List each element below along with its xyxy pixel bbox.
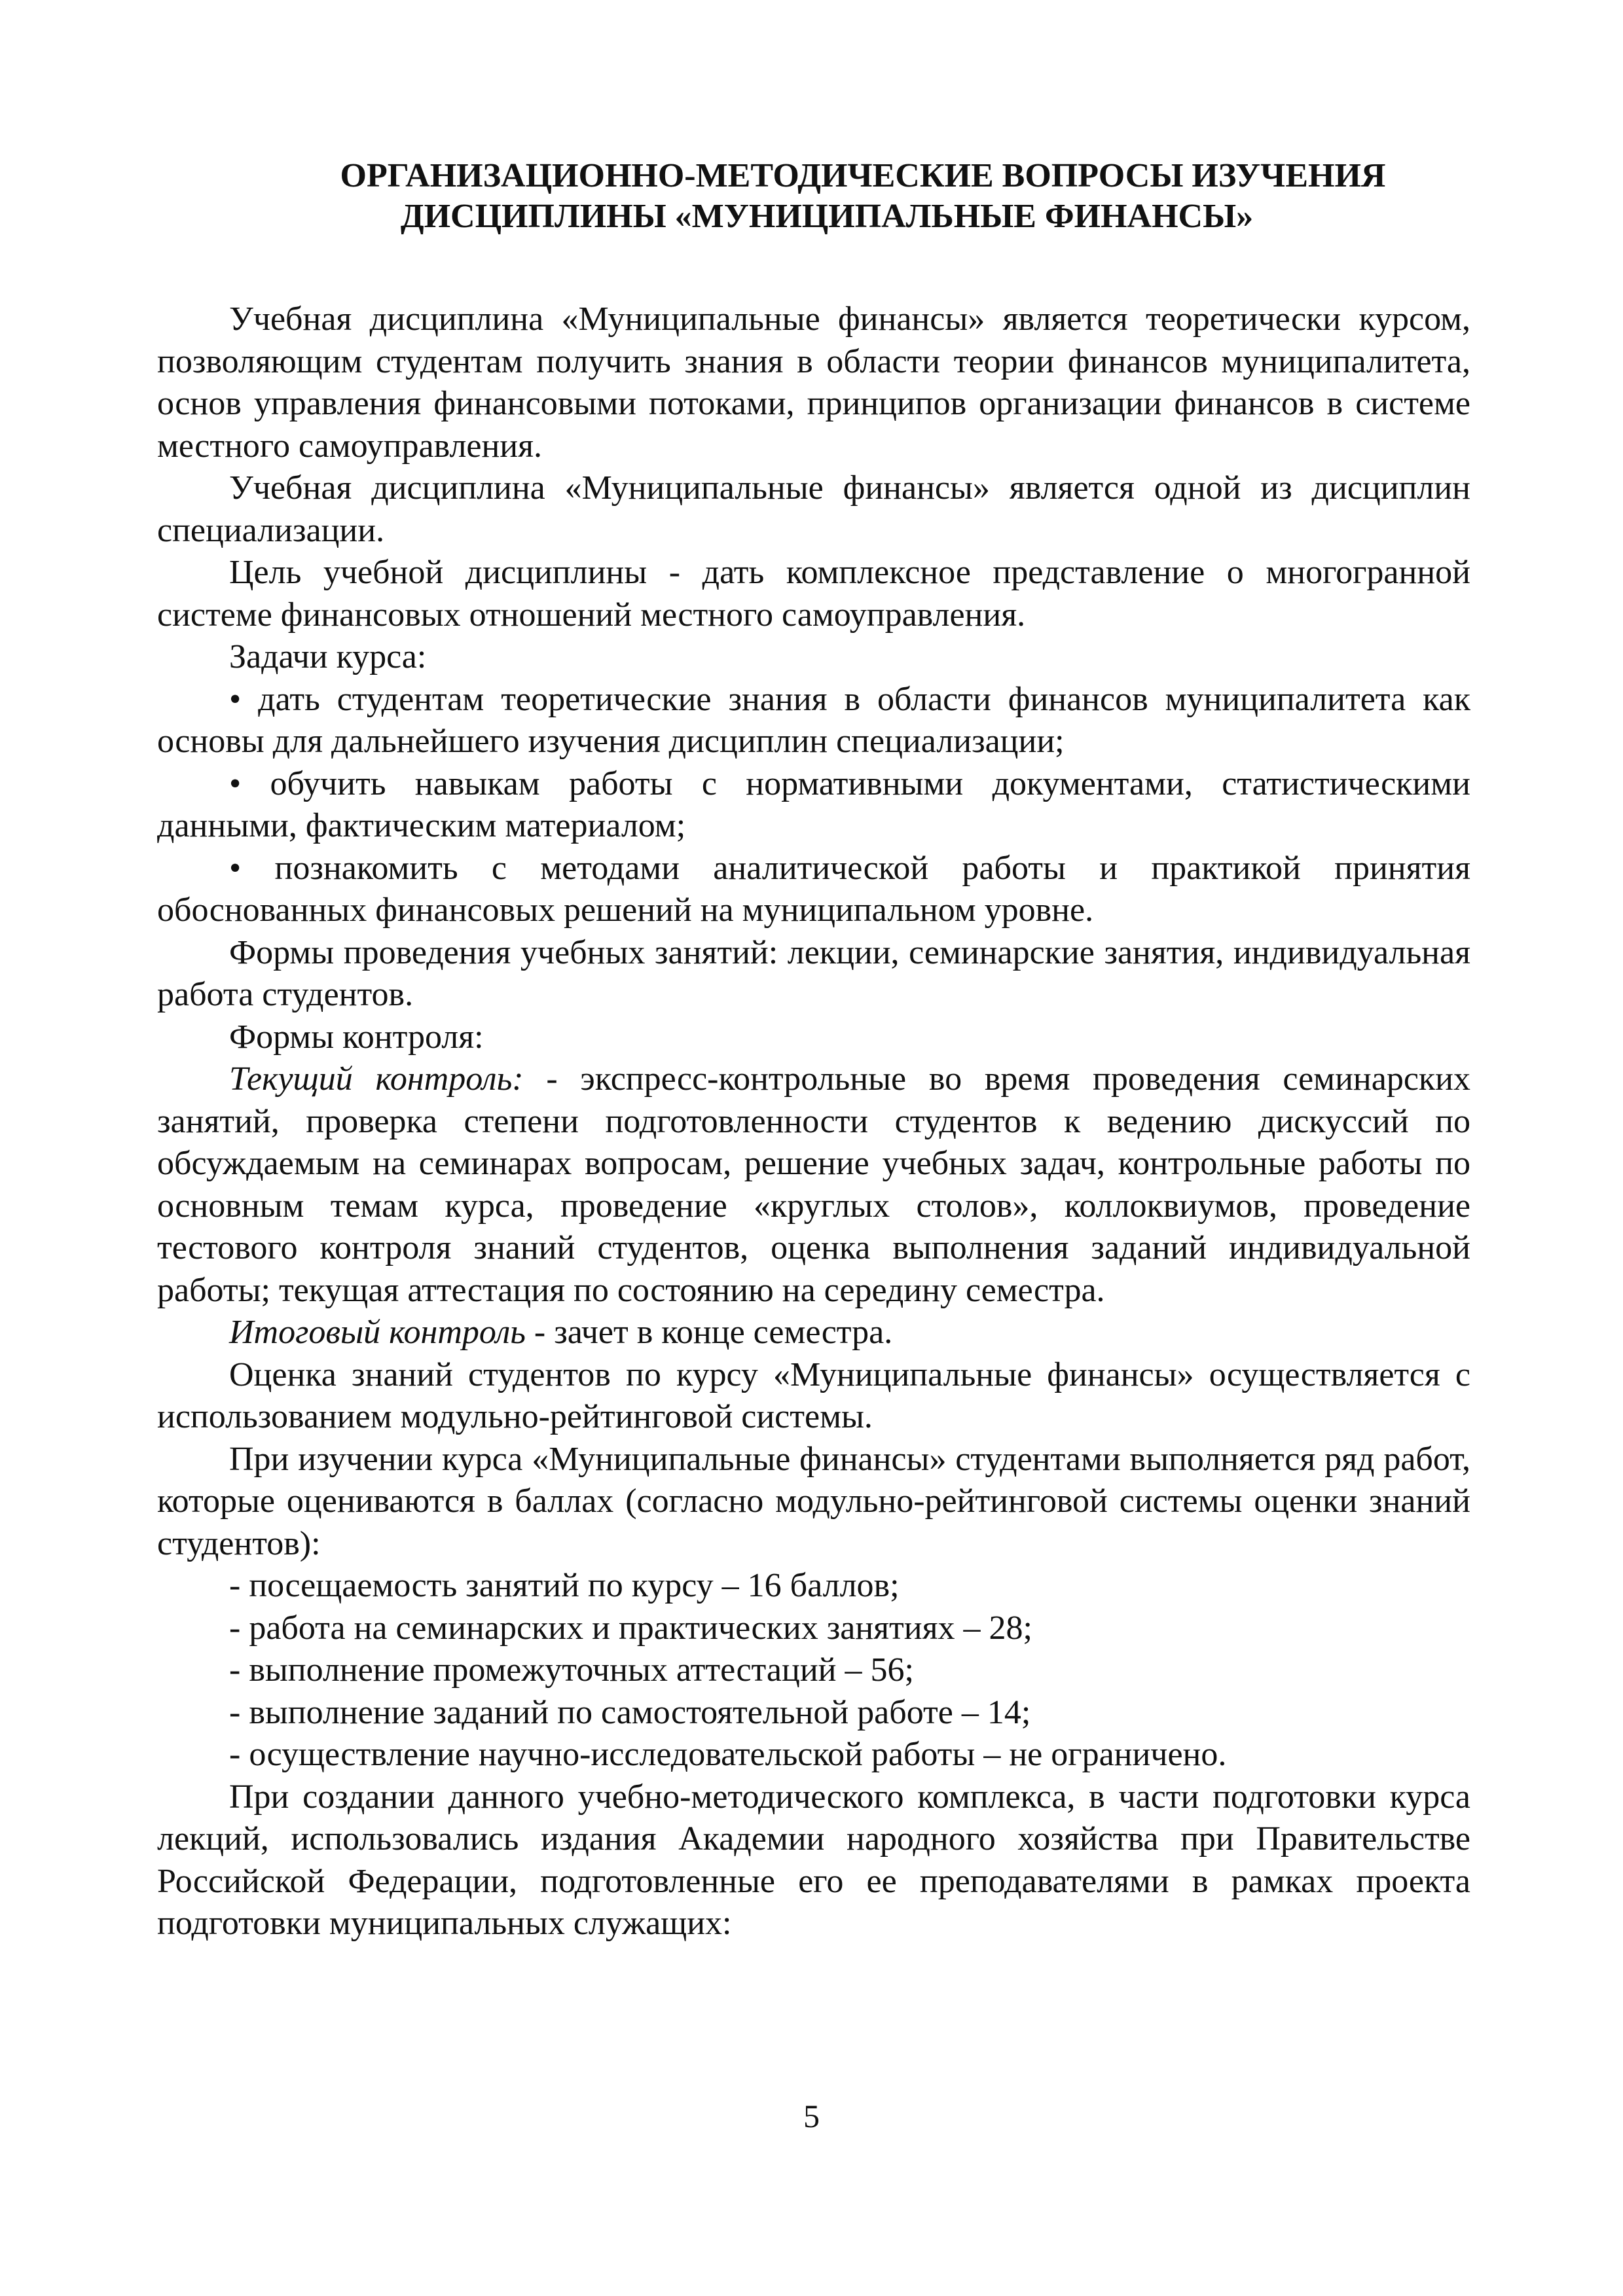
italic-label: Итоговый контроль: [229, 1314, 526, 1351]
bullet-item: • дать студентам теоретические знания в области финансов муниципалитета как основы для дальнейшего изучения дисциплин специализации;: [157, 680, 1470, 760]
body-text: [157, 298, 1470, 1945]
paragraph-current-control: [157, 1058, 1470, 1312]
paragraph: При создании данного учебно-методического комплекса, в части подготовки курса лекций, использовались издания Академии народного хозяйства при Правительстве Российской Федерации, подготовленные его ее преподавателями в рамках проекта подготовки муниципальных служащих:: [157, 1778, 1470, 1942]
dash-list-item: - выполнение промежуточных аттестаций – 56;: [229, 1651, 914, 1689]
title-line-2: ДИСЦИПЛИНЫ «МУНИЦИПАЛЬНЫЕ ФИНАНСЫ»: [400, 198, 1254, 235]
dash-list-item: - работа на семинарских и практических занятиях – 28;: [229, 1609, 1032, 1647]
paragraph: Учебная дисциплина «Муниципальные финансы» является теоретически курсом, позволяющим студентам получить знания в области теории финансов муниципалитета, основ управления финансовыми потоками, принципов организации финансов в системе местного самоуправления.: [157, 300, 1470, 465]
dash-list-item: - осуществление научно-исследовательской работы – не ограничено.: [229, 1736, 1227, 1773]
italic-label: Текущий контроль:: [229, 1060, 524, 1098]
paragraph: Формы контроля:: [229, 1018, 484, 1056]
paragraph-text: - зачет в конце семестра.: [525, 1314, 893, 1351]
paragraph-text: - экспресс-контрольные во время проведения семинарских занятий, проверка степени подготовленности студентов к ведению дискуссий по обсуждаемым на семинарах вопросам, решение учебных задач, контрольные работы по основным темам курса, проведение «круглых столов», коллоквиумов, проведение тестового контроля знаний студентов, оценка выполнения заданий индивидуальной работы; текущая аттестация по состоянию на середину семестра.: [157, 1060, 1470, 1309]
document-page: [157, 156, 1470, 1945]
bullet-item: • обучить навыкам работы с нормативными документами, статистическими данными, фактическим материалом;: [157, 764, 1470, 844]
page-number: 5: [803, 2098, 820, 2134]
bullet-item: • познакомить с методами аналитической работы и практикой принятия обоснованных финансовых решений на муниципальном уровне.: [157, 849, 1470, 929]
paragraph: Оценка знаний студентов по курсу «Муниципальные финансы» осуществляется с использованием модульно-рейтинговой системы.: [157, 1355, 1470, 1435]
dash-list-item: - выполнение заданий по самостоятельной работе – 14;: [229, 1693, 1031, 1731]
paragraph-final-control: [157, 1312, 1470, 1354]
paragraph: Учебная дисциплина «Муниципальные финансы» является одной из дисциплин специализации.: [157, 469, 1470, 549]
paragraph: При изучении курса «Муниципальные финансы» студентами выполняется ряд работ, которые оцениваются в баллах (согласно модульно-рейтинговой системы оценки знаний студентов):: [157, 1440, 1470, 1562]
title-line-1: ОРГАНИЗАЦИОННО-МЕТОДИЧЕСКИЕ ВОПРОСЫ ИЗУЧЕНИЯ: [340, 157, 1386, 194]
paragraph: Формы проведения учебных занятий: лекции, семинарские занятия, индивидуальная работа студентов.: [157, 933, 1470, 1013]
page-title: [157, 156, 1470, 237]
dash-list-item: - посещаемость занятий по курсу – 16 баллов;: [229, 1567, 900, 1604]
paragraph: Цель учебной дисциплины - дать комплексное представление о многогранной системе финансовых отношений местного самоуправления.: [157, 554, 1470, 634]
paragraph: Задачи курса:: [229, 638, 427, 675]
